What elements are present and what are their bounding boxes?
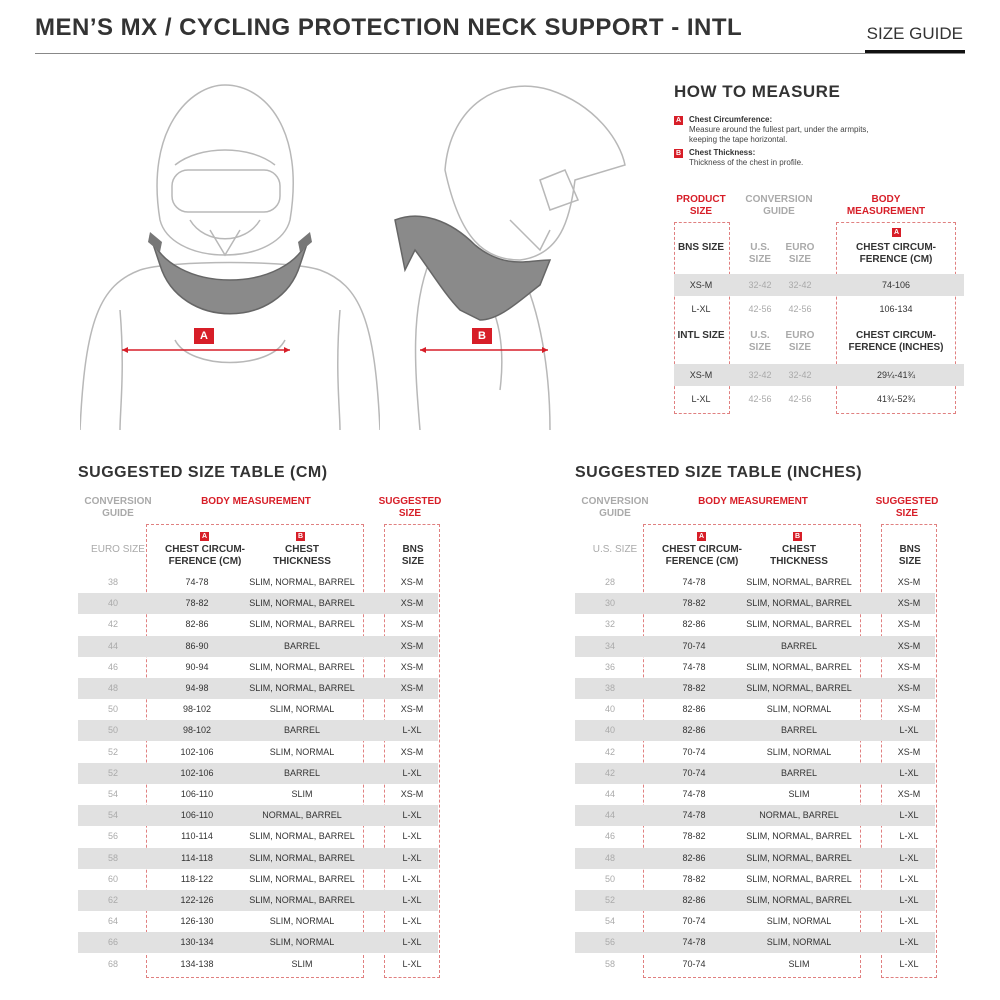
bns-cell: L-XL [899, 937, 919, 948]
table-row [78, 869, 438, 890]
size-header: INTL SIZE [677, 330, 725, 341]
size-cell: 48 [604, 852, 615, 863]
product-size-heading: PRODUCT SIZE [676, 194, 726, 217]
table-row [78, 890, 438, 911]
chest-cell: 106-110 [180, 810, 214, 821]
size-cell: 50 [107, 704, 118, 715]
euro-cell: 32-42 [788, 280, 812, 290]
bns-cell: XS-M [897, 640, 921, 651]
marker-b-icon: B [794, 533, 801, 540]
thickness-cell: BARREL [780, 640, 817, 651]
table-row [575, 614, 935, 635]
size-cell: 42 [107, 619, 118, 630]
table-row [575, 593, 935, 614]
us-cell: 32-42 [748, 370, 772, 380]
thickness-column-header: CHEST THICKNESS [273, 544, 331, 567]
bns-cell: XS-M [400, 619, 424, 630]
chest-cell: 78-82 [185, 598, 209, 609]
how-to-measure-title: HOW TO MEASURE [674, 82, 841, 101]
bns-column-header: BNS SIZE [898, 544, 922, 567]
bns-cell: XS-M [897, 619, 921, 630]
marker-b-icon: B [472, 328, 492, 344]
bns-cell: XS-M [897, 789, 921, 799]
chest-cell: 114-118 [181, 852, 213, 863]
size-cell: 50 [604, 873, 615, 884]
bns-cell: L-XL [402, 725, 422, 736]
size-cell: 30 [604, 598, 615, 609]
euro-header: EURO SIZE [785, 242, 815, 265]
bns-cell: XS-M [897, 683, 921, 693]
bns-cell: XS-M [400, 598, 424, 609]
chest-cell: 98-102 [182, 725, 212, 736]
bns-cell: L-XL [402, 852, 422, 863]
thickness-cell: SLIM, NORMAL, BARREL [746, 831, 852, 842]
thickness-cell: SLIM, NORMAL [766, 916, 832, 927]
size-cell: 54 [107, 810, 118, 821]
size-cell: 46 [107, 661, 118, 672]
table-row [78, 572, 438, 593]
size-cell: 44 [107, 640, 118, 651]
thickness-cell: SLIM, NORMAL [766, 746, 832, 757]
bns-cell: L-XL [402, 895, 422, 905]
table-row [78, 954, 438, 975]
size-cell: 38 [604, 683, 615, 693]
bns-cell: L-XL [899, 873, 919, 884]
table-row [78, 678, 438, 699]
thickness-cell: SLIM, NORMAL, BARREL [746, 683, 852, 693]
side-view-illustration [390, 70, 640, 430]
table-row [575, 805, 935, 826]
size-cell: 54 [107, 789, 118, 799]
table-row [575, 657, 935, 678]
chest-cell: 106-134 [879, 304, 913, 314]
chest-cell: 82-86 [682, 619, 706, 630]
bns-cell: L-XL [402, 810, 422, 821]
bns-cell: L-XL [402, 767, 422, 778]
chest-cell: 74-78 [682, 937, 706, 948]
size-cell: 44 [604, 810, 615, 821]
size-table-cm [78, 464, 518, 969]
measure-item-a [674, 115, 964, 145]
marker-a-icon: A [201, 533, 208, 540]
table-row [78, 805, 438, 826]
size-cell: 56 [604, 937, 615, 948]
bns-cell: L-XL [402, 958, 422, 969]
size-cell: L-XL [691, 304, 711, 314]
chest-cell: 41¾-52¾ [876, 394, 916, 404]
size-cell: 38 [107, 577, 118, 587]
chest-cell: 110-114 [181, 831, 213, 842]
chest-cell: 74-78 [682, 661, 706, 672]
table-row [575, 763, 935, 784]
chest-cell: 82-86 [682, 895, 706, 905]
euro-header: EURO SIZE [785, 330, 815, 353]
thickness-column-header: CHEST THICKNESS [770, 544, 828, 567]
conversion-guide-heading: CONVERSION GUIDE [745, 194, 813, 217]
thickness-cell: NORMAL, BARREL [759, 810, 839, 821]
chest-header: CHEST CIRCUM-FERENCE (INCHES) [848, 330, 944, 353]
us-cell: 42-56 [748, 304, 772, 314]
marker-b-icon: B [297, 533, 304, 540]
bns-column-header: BNS SIZE [401, 544, 425, 567]
chest-column-header: CHEST CIRCUM-FERENCE (CM) [662, 544, 742, 567]
product-size-table [674, 194, 964, 404]
size-cell: 48 [107, 683, 118, 693]
chest-cell: 126-130 [180, 916, 214, 927]
bns-cell: L-XL [402, 937, 422, 948]
size-cell: 52 [604, 895, 615, 905]
size-cell: 58 [604, 958, 615, 969]
table-row [78, 614, 438, 635]
table-row [674, 364, 964, 386]
thickness-cell: SLIM, NORMAL, BARREL [746, 577, 852, 587]
thickness-cell: SLIM, NORMAL, BARREL [249, 661, 355, 672]
bns-cell: XS-M [400, 640, 424, 651]
marker-a-icon: A [698, 533, 705, 540]
thickness-cell: BARREL [283, 767, 320, 778]
size-cell: 60 [107, 873, 118, 884]
chest-cell: 82-86 [682, 725, 706, 736]
euro-cell: 32-42 [788, 370, 812, 380]
bns-cell: L-XL [899, 916, 919, 927]
us-cell: 42-56 [748, 394, 772, 404]
size-cell: 56 [107, 831, 118, 842]
measure-label: Chest Circumference: [689, 115, 773, 124]
marker-a-icon: A [893, 229, 900, 236]
thickness-cell: SLIM, NORMAL, BARREL [249, 598, 355, 609]
thickness-cell: NORMAL, BARREL [262, 810, 342, 821]
thickness-cell: SLIM, NORMAL [269, 937, 335, 948]
table-row [575, 678, 935, 699]
size-column-header: EURO SIZE [91, 544, 145, 555]
conversion-guide-heading: CONVERSION GUIDE [581, 496, 649, 519]
bns-cell: XS-M [897, 577, 921, 587]
bns-cell: XS-M [400, 746, 424, 757]
marker-b-icon: B [675, 150, 682, 157]
chest-cell: 74-78 [185, 577, 209, 587]
table-row [575, 699, 935, 720]
table-row [575, 869, 935, 890]
chest-cell: 78-82 [682, 873, 706, 884]
measure-item-b [674, 148, 964, 168]
size-cell: 50 [107, 725, 118, 736]
suggested-size-heading: SUGGESTED SIZE [378, 496, 442, 519]
chest-cell: 82-86 [185, 619, 209, 630]
chest-cell: 90-94 [185, 661, 209, 672]
size-cell: 28 [604, 577, 615, 587]
thickness-cell: SLIM, NORMAL, BARREL [249, 577, 355, 587]
table-row [575, 848, 935, 869]
chest-cell: 102-106 [180, 746, 214, 757]
bns-cell: XS-M [400, 789, 424, 799]
table-row [575, 720, 935, 741]
bns-cell: XS-M [400, 661, 424, 672]
thickness-cell: SLIM, NORMAL, BARREL [746, 619, 852, 630]
size-cell: 66 [107, 937, 118, 948]
bns-cell: L-XL [899, 831, 919, 842]
thickness-cell: SLIM [291, 958, 313, 969]
size-cell: XS-M [689, 280, 713, 290]
euro-cell: 42-56 [788, 394, 812, 404]
size-guide-tab[interactable]: SIZE GUIDE [865, 24, 965, 53]
chest-cell: 70-74 [682, 916, 706, 927]
chest-cell: 98-102 [182, 704, 212, 715]
size-cell: 46 [604, 831, 615, 842]
table-row [78, 636, 438, 657]
bns-cell: L-XL [899, 852, 919, 863]
table-row [575, 911, 935, 932]
how-to-measure [674, 82, 964, 168]
page-title: MEN’S MX / CYCLING PROTECTION NECK SUPPORT - INTL [35, 14, 743, 41]
size-cell: 40 [604, 725, 615, 736]
table-row [78, 932, 438, 953]
thickness-cell: BARREL [780, 725, 817, 736]
marker-a-icon: A [675, 117, 682, 124]
chest-column-header: CHEST CIRCUM-FERENCE (CM) [165, 544, 245, 567]
bns-cell: L-XL [402, 831, 422, 842]
chest-cell: 86-90 [185, 640, 209, 651]
table-row [78, 911, 438, 932]
chest-cell: 74-106 [881, 280, 911, 290]
chest-cell: 102-106 [180, 767, 214, 778]
thickness-cell: SLIM, NORMAL, BARREL [249, 873, 355, 884]
table-row [674, 274, 964, 296]
thickness-cell: BARREL [283, 725, 320, 736]
size-cell: 68 [107, 958, 118, 969]
thickness-cell: SLIM [291, 789, 313, 799]
thickness-cell: SLIM, NORMAL, BARREL [249, 831, 355, 842]
chest-cell: 118-122 [180, 873, 214, 884]
marker-a-icon: A [194, 328, 214, 344]
chest-cell: 106-110 [180, 789, 214, 799]
table-row [575, 890, 935, 911]
thickness-cell: SLIM, NORMAL [269, 746, 335, 757]
measure-label: Chest Thickness: [689, 148, 756, 157]
conversion-guide-heading: CONVERSION GUIDE [84, 496, 152, 519]
size-cell: 62 [107, 895, 118, 905]
thickness-cell: SLIM [788, 958, 810, 969]
table-row [674, 388, 964, 410]
size-cell: 40 [604, 704, 615, 715]
size-cell: 52 [107, 746, 118, 757]
size-cell: XS-M [689, 370, 713, 380]
size-cell: 36 [604, 661, 615, 672]
chest-header: CHEST CIRCUM-FERENCE (CM) [856, 242, 936, 265]
chest-cell: 82-86 [682, 704, 706, 715]
size-table-inches [575, 464, 1000, 969]
front-view-illustration [80, 70, 380, 430]
size-cell: 42 [604, 746, 615, 757]
thickness-cell: SLIM [788, 789, 810, 799]
bns-cell: XS-M [400, 577, 424, 587]
chest-cell: 74-78 [682, 577, 706, 587]
body-measurement-heading: BODY MEASUREMENT [201, 496, 311, 507]
bns-cell: L-XL [899, 767, 919, 778]
size-cell: 58 [107, 852, 118, 863]
chest-cell: 70-74 [682, 767, 706, 778]
chest-cell: 70-74 [682, 746, 706, 757]
table-row [575, 636, 935, 657]
bns-cell: XS-M [897, 746, 921, 757]
page-header [35, 14, 965, 54]
chest-cell: 130-134 [180, 937, 214, 948]
chest-cell: 74-78 [682, 789, 706, 799]
thickness-cell: SLIM, NORMAL [766, 937, 832, 948]
bns-cell: L-XL [899, 958, 919, 969]
thickness-cell: SLIM, NORMAL, BARREL [746, 873, 852, 884]
thickness-cell: SLIM, NORMAL [269, 916, 335, 927]
table-title: SUGGESTED SIZE TABLE (INCHES) [575, 464, 863, 481]
bns-cell: XS-M [897, 704, 921, 715]
table-row [575, 932, 935, 953]
thickness-cell: SLIM, NORMAL, BARREL [746, 852, 852, 863]
bns-cell: L-XL [899, 895, 919, 905]
table-row [78, 763, 438, 784]
body-measurement-heading: BODY MEASUREMENT [698, 496, 808, 507]
chest-cell: 74-78 [682, 810, 706, 821]
suggested-size-heading: SUGGESTED SIZE [875, 496, 939, 519]
us-header: U.S. SIZE [748, 330, 772, 353]
table-row [78, 826, 438, 847]
bns-cell: L-XL [899, 810, 919, 821]
table-row [78, 742, 438, 763]
measure-text: Measure around the fullest part, under the armpits, keeping the tape horizontal. [689, 125, 869, 144]
size-cell: L-XL [691, 394, 711, 404]
body-measurement-heading: BODY MEASUREMENT [846, 194, 926, 217]
table-row [674, 298, 964, 320]
table-title: SUGGESTED SIZE TABLE (CM) [78, 464, 328, 481]
thickness-cell: SLIM, NORMAL, BARREL [249, 895, 355, 905]
thickness-cell: SLIM, NORMAL, BARREL [249, 619, 355, 630]
table-row [575, 784, 935, 805]
size-header: BNS SIZE [677, 242, 725, 253]
thickness-cell: BARREL [780, 767, 817, 778]
size-column-header: U.S. SIZE [592, 544, 638, 555]
size-cell: 54 [604, 916, 615, 927]
thickness-cell: SLIM, NORMAL, BARREL [746, 661, 852, 672]
bns-cell: L-XL [402, 873, 422, 884]
table-row [575, 742, 935, 763]
chest-cell: 134-138 [180, 958, 214, 969]
thickness-cell: SLIM, NORMAL [269, 704, 335, 715]
chest-cell: 82-86 [682, 852, 706, 863]
size-cell: 40 [107, 598, 118, 609]
chest-cell: 122-126 [180, 895, 214, 905]
size-cell: 44 [604, 789, 615, 799]
table-row [78, 593, 438, 614]
size-cell: 52 [107, 767, 118, 778]
euro-cell: 42-56 [788, 304, 812, 314]
thickness-cell: SLIM, NORMAL, BARREL [249, 852, 355, 863]
table-row [575, 954, 935, 975]
chest-cell: 70-74 [682, 640, 706, 651]
chest-cell: 78-82 [682, 831, 706, 842]
table-row [575, 826, 935, 847]
table-row [78, 720, 438, 741]
thickness-cell: SLIM, NORMAL, BARREL [746, 895, 852, 905]
thickness-cell: SLIM, NORMAL [766, 704, 832, 715]
size-cell: 64 [107, 916, 118, 927]
bns-cell: XS-M [897, 598, 921, 609]
table-row [78, 699, 438, 720]
thickness-cell: SLIM, NORMAL, BARREL [249, 683, 355, 693]
chest-cell: 78-82 [682, 683, 706, 693]
chest-cell: 78-82 [682, 598, 706, 609]
chest-cell: 94-98 [185, 683, 209, 693]
bns-cell: XS-M [897, 661, 921, 672]
size-cell: 42 [604, 767, 615, 778]
bns-cell: L-XL [899, 725, 919, 736]
size-cell: 32 [604, 619, 615, 630]
chest-cell: 29¼-41¾ [876, 370, 916, 380]
bns-cell: L-XL [402, 916, 422, 927]
thickness-cell: SLIM, NORMAL, BARREL [746, 598, 852, 609]
table-row [78, 848, 438, 869]
thickness-cell: BARREL [283, 640, 320, 651]
measure-text: Thickness of the chest in profile. [689, 158, 804, 167]
table-row [78, 784, 438, 805]
bns-cell: XS-M [400, 683, 424, 693]
table-row [575, 572, 935, 593]
us-header: U.S. SIZE [748, 242, 772, 265]
us-cell: 32-42 [748, 280, 772, 290]
size-cell: 34 [604, 640, 615, 651]
chest-cell: 70-74 [682, 958, 706, 969]
table-row [78, 657, 438, 678]
bns-cell: XS-M [400, 704, 424, 715]
